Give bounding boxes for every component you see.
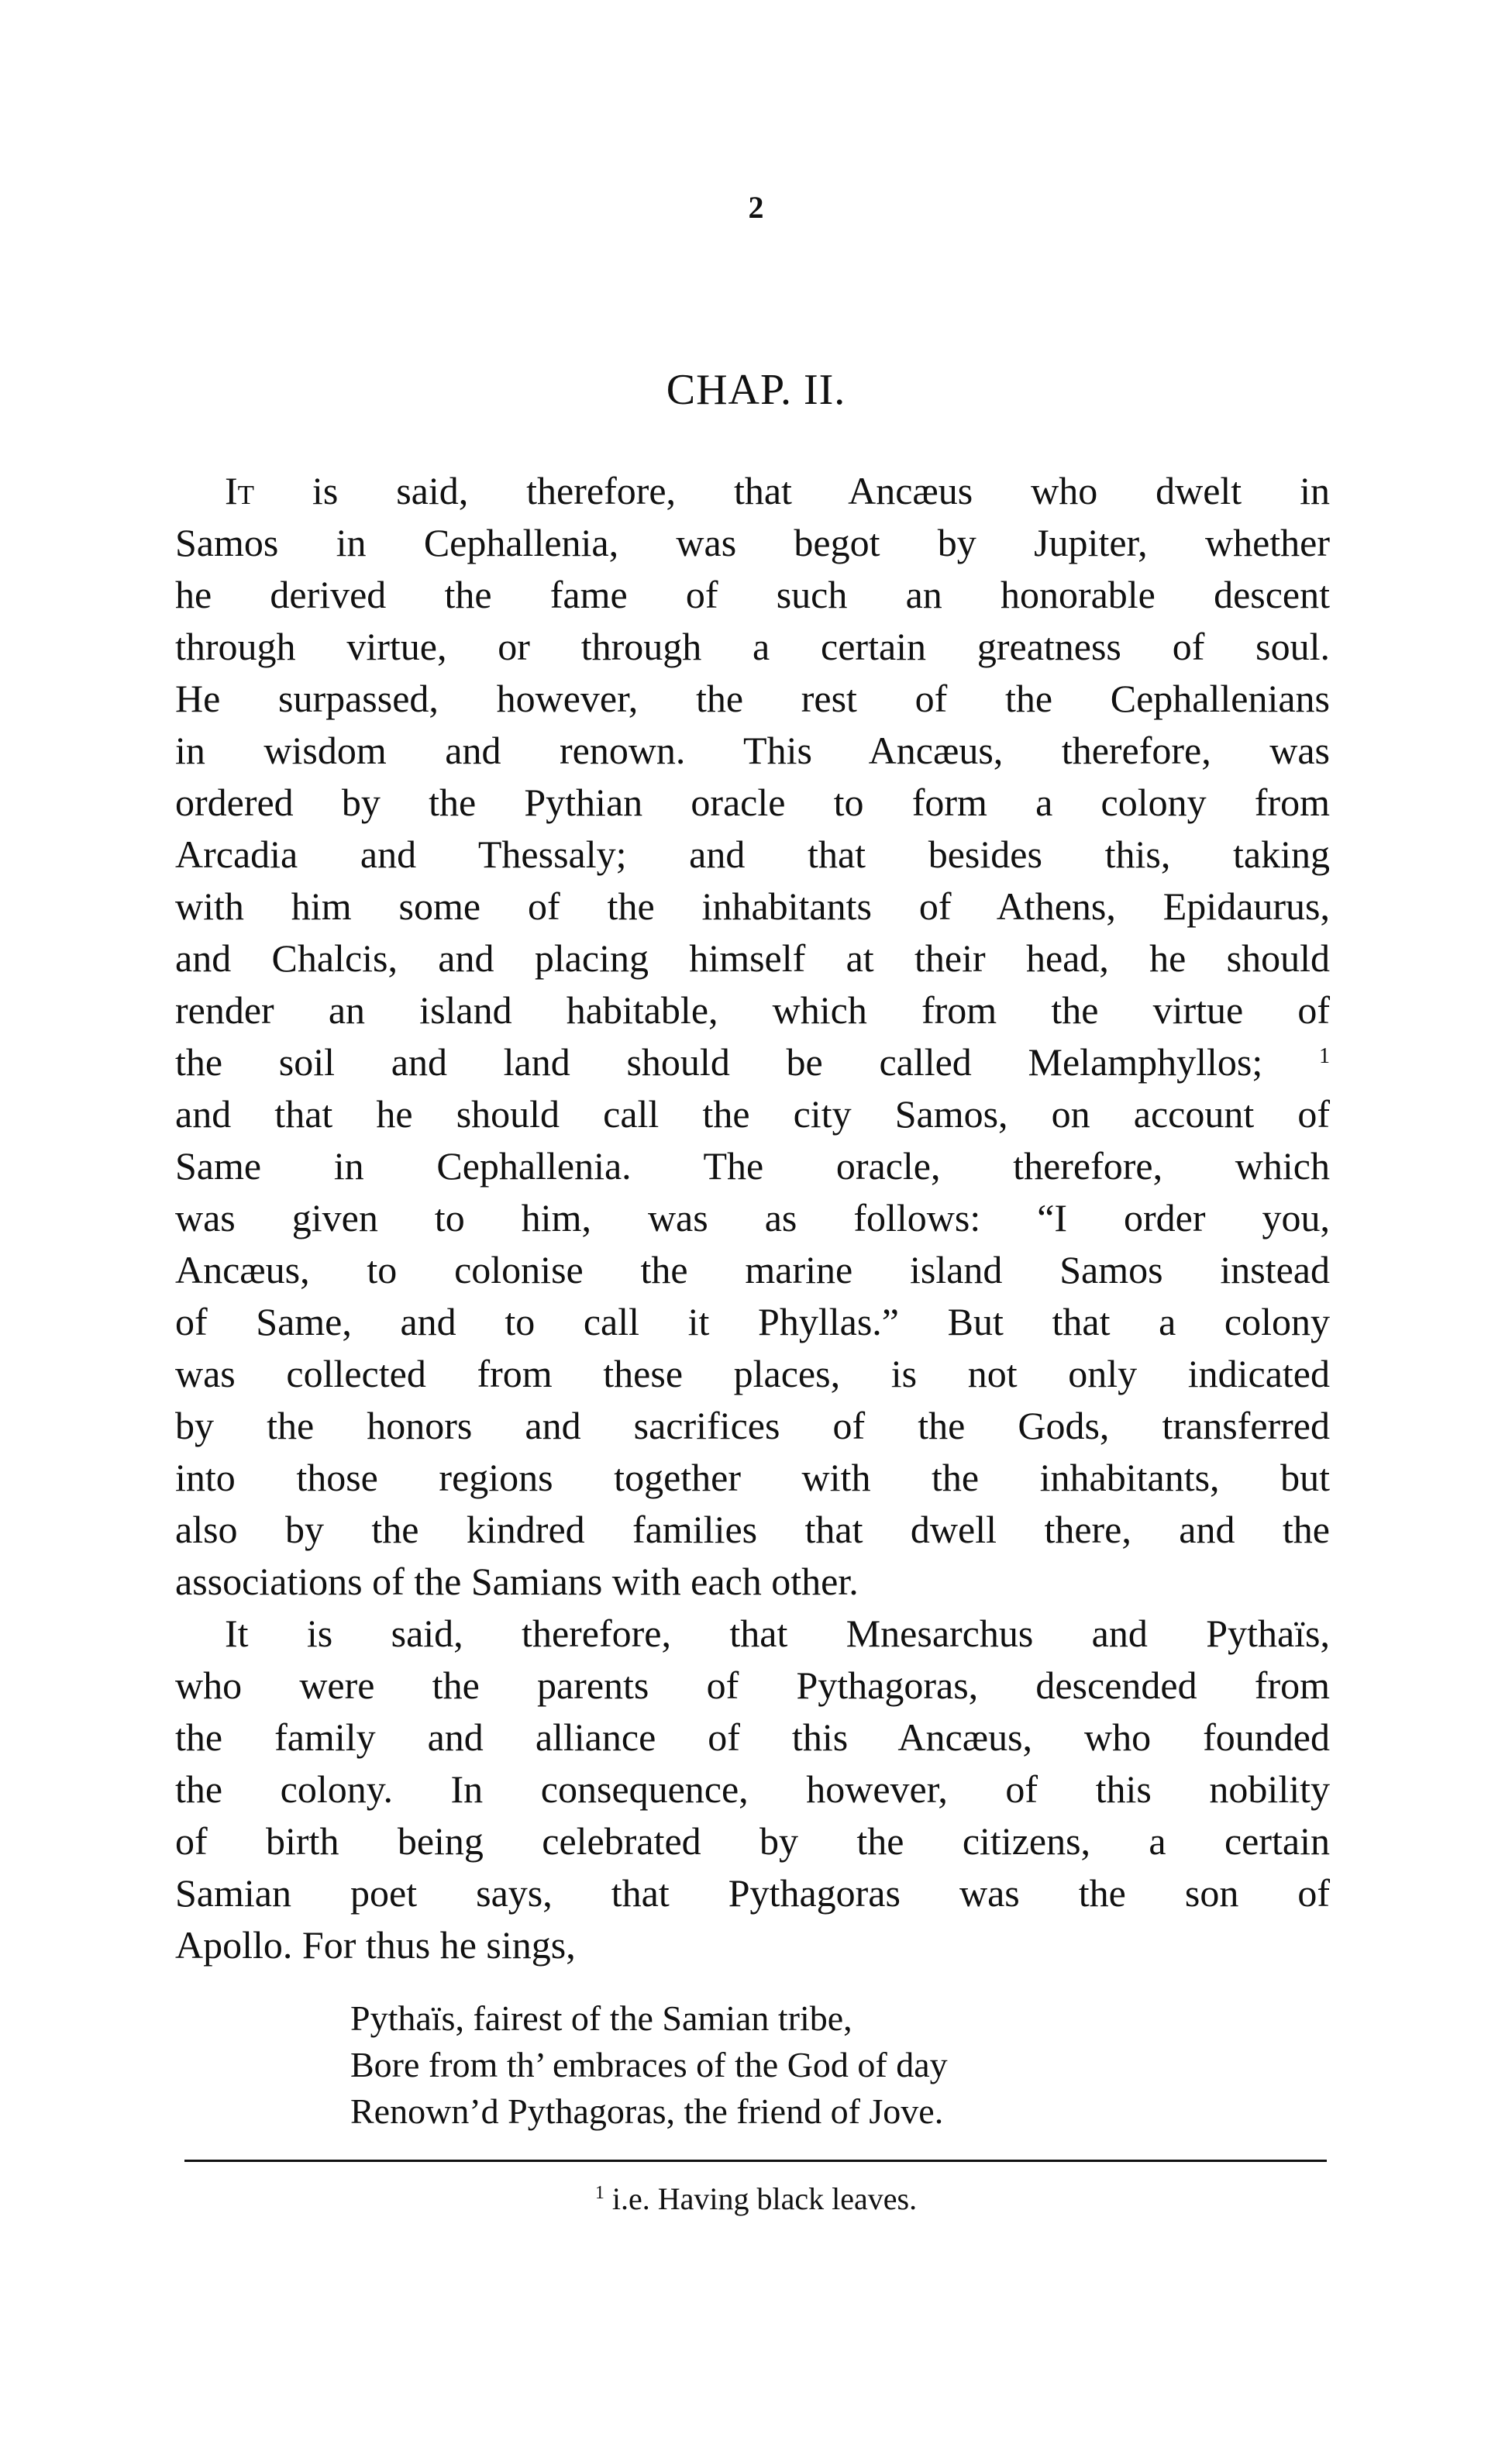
footnote-text: i.e. Having black leaves. <box>611 2181 918 2216</box>
text-line: was collected from these places, is not only indicated <box>175 1352 1330 1395</box>
verse-line: Bore from th’ embraces of the God of day <box>350 2045 948 2084</box>
text-line: It is said, therefore, that Mnesarchus and Pythaïs, <box>225 1612 1330 1655</box>
text-line: ordered by the Pythian oracle to form a colony from <box>175 781 1330 824</box>
text-line: in wisdom and renown. This Ancæus, therefore, was <box>175 729 1330 772</box>
text-line: associations of the Samians with each other. <box>175 1560 859 1603</box>
text-line: and that he should call the city Samos, on account of <box>175 1092 1330 1136</box>
text-line: also by the kindred families that dwell there, and the <box>175 1508 1330 1551</box>
paragraph-2 <box>175 1608 1330 1971</box>
text-line: the colony. In consequence, however, of this nobility <box>175 1767 1330 1811</box>
text-line: Samian poet says, that Pythagoras was the son of <box>175 1871 1330 1915</box>
text-line: Arcadia and Thessaly; and that besides this, taking <box>175 833 1330 876</box>
text-line: through virtue, or through a certain greatness of soul. <box>175 625 1330 668</box>
footnote-reference[interactable]: 1 <box>1319 1044 1330 1068</box>
footnote-divider <box>184 2160 1327 2162</box>
text-line: Ancæus, to colonise the marine island Samos instead <box>175 1248 1330 1291</box>
text-line: render an island habitable, which from the virtue of <box>175 988 1330 1032</box>
chapter-title: CHAP. II. <box>666 366 846 414</box>
text-line: of birth being celebrated by the citizens, a certain <box>175 1819 1330 1863</box>
page-number: 2 <box>748 190 764 225</box>
text-line: by the honors and sacrifices of the Gods, transferred <box>175 1404 1330 1447</box>
verse-line: Renown’d Pythagoras, the friend of Jove. <box>350 2091 944 2131</box>
text-line: who were the parents of Pythagoras, descended from <box>175 1664 1330 1707</box>
text-line: Samos in Cephallenia, was begot by Jupiter, whether <box>175 521 1330 564</box>
text-line: into those regions together with the inhabitants, but <box>175 1456 1330 1499</box>
body-text <box>175 465 1330 1971</box>
text-line: the soil and land should be called Melamphyllos; $^1$ <box>175 1040 1330 1084</box>
paragraph-1 <box>175 465 1330 1608</box>
text-line: and Chalcis, and placing himself at their head, he should <box>175 936 1330 980</box>
text-line: Same in Cephallenia. The oracle, therefore, which <box>175 1144 1330 1188</box>
text-line: with him some of the inhabitants of Athens, Epidaurus, <box>175 884 1330 928</box>
lead-smallcap: It <box>225 469 255 512</box>
text-line: he derived the fame of such an honorable descent <box>175 573 1330 616</box>
text-line: the family and alliance of this Ancæus, who founded <box>175 1715 1330 1759</box>
text-line: of Same, and to call it Phyllas.” But that a colony <box>175 1300 1330 1343</box>
text-line: It is said, therefore, that Ancæus who dwelt in <box>225 469 1330 512</box>
text-line: Apollo. For thus he sings, <box>175 1923 576 1967</box>
text-line: He surpassed, however, the rest of the Cephallenians <box>175 677 1330 720</box>
verse-line: Pythaïs, fairest of the Samian tribe, <box>350 1998 852 2038</box>
verse-quote <box>350 1995 948 2135</box>
text-line: was given to him, was as follows: “I order you, <box>175 1196 1330 1239</box>
footnote <box>0 2180 1512 2219</box>
footnote-marker: 1 <box>594 2183 604 2203</box>
